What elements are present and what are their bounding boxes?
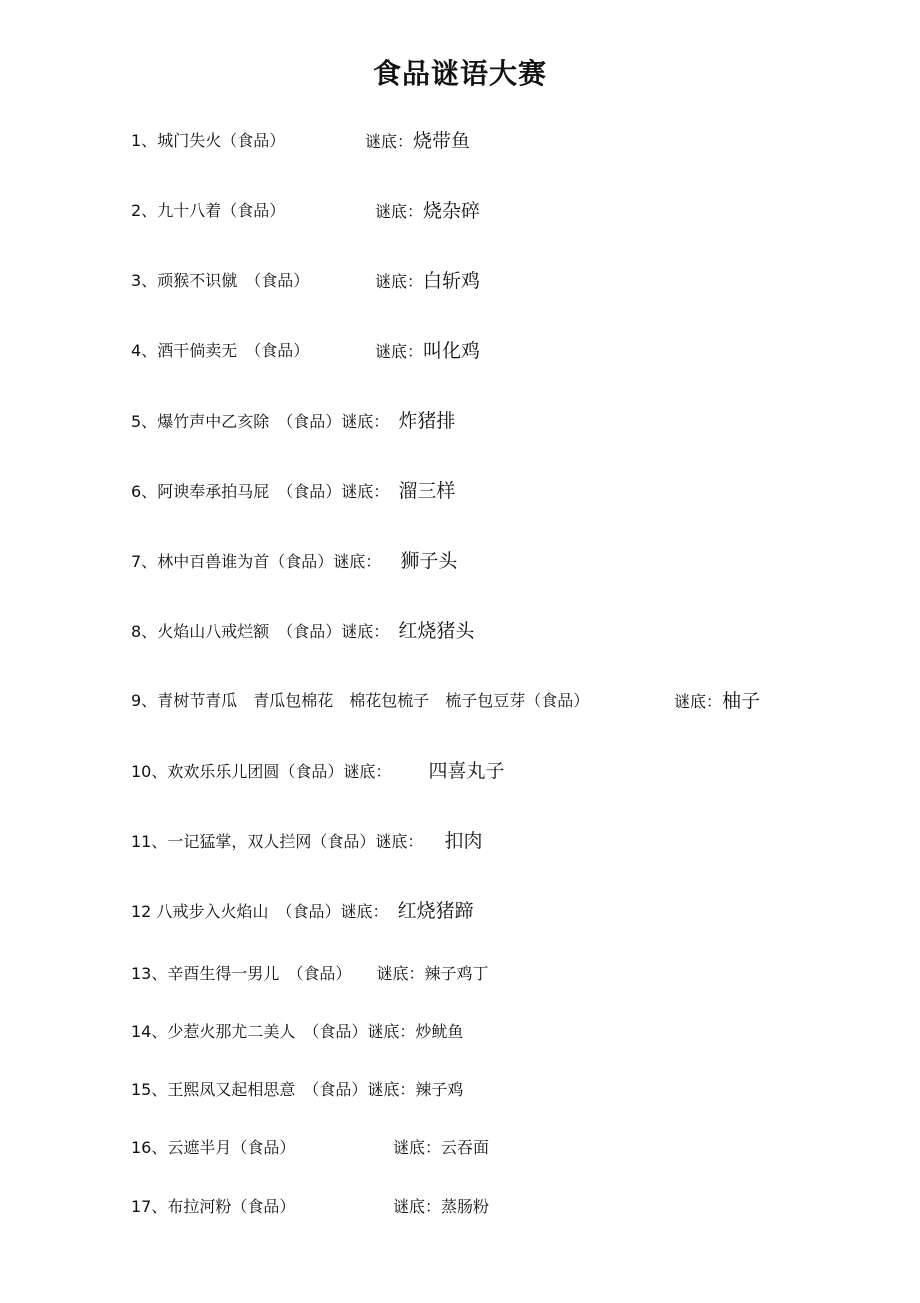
riddle-number: 17、 [131,1197,168,1216]
riddle-answer: 红烧猪蹄 [397,900,474,922]
answer-label: 谜底： [393,1138,442,1157]
answer-label: 谜底： [365,132,414,151]
riddle-item [131,130,471,152]
answer-label: 谜底： [367,1080,416,1099]
riddle-item [131,963,489,985]
riddle-item [131,620,474,643]
riddle-item [131,340,481,362]
riddle-number: 7、 [131,552,158,571]
riddle-item [131,900,474,923]
riddle-answer: 红烧猪头 [398,620,475,642]
riddle-text: 一记猛掌，双人拦网（食品） [167,832,376,851]
riddle-answer: 溜三样 [398,480,456,502]
answer-label: 谜底： [375,272,424,291]
riddle-answer: 辣子鸡 [415,1080,464,1099]
riddle-item [131,1137,490,1159]
answer-label: 谜底： [674,692,723,711]
riddle-answer: 烧带鱼 [413,130,471,152]
riddle-answer: 扣肉 [444,830,483,852]
riddle-number: 1、 [131,131,158,150]
answer-label: 谜底： [341,622,390,641]
riddle-text: 云遮半月（食品） [167,1138,296,1157]
answer-label: 谜底： [367,1022,416,1041]
riddle-number: 5、 [131,412,158,431]
riddle-text: 青树节青瓜 青瓜包棉花 棉花包梳子 梳子包豆芽（食品） [157,691,590,710]
riddle-item [131,1021,463,1043]
riddle-number: 3、 [131,271,158,290]
riddle-item [131,690,761,712]
answer-label: 谜底： [375,202,424,221]
riddle-number: 9、 [131,691,158,710]
riddle-text: 火焰山八戒烂额 （食品） [157,622,342,641]
riddle-number: 8、 [131,622,158,641]
riddle-text: 阿谀奉承拍马屁 （食品） [157,482,342,501]
riddle-item [131,1196,490,1218]
riddle-item [131,200,481,222]
riddle-text: 九十八着（食品） [157,201,286,220]
riddle-number: 6、 [131,482,158,501]
riddle-answer: 狮子头 [400,550,458,572]
answer-label: 谜底： [341,482,390,501]
riddle-text: 城门失火（食品） [157,131,286,150]
riddle-answer: 柚子 [722,690,761,712]
riddle-text: 林中百兽谁为首（食品） [157,552,334,571]
riddle-item [131,830,483,853]
riddle-answer: 四喜丸子 [428,760,505,782]
riddle-text: 布拉河粉（食品） [167,1197,296,1216]
riddle-answer: 炸猪排 [398,410,456,432]
riddle-number: 15、 [131,1080,168,1099]
answer-label: 谜底： [341,412,390,431]
riddle-item [131,480,455,503]
riddle-answer: 叫化鸡 [423,340,481,362]
riddle-item [131,550,457,573]
riddle-item [131,410,455,433]
answer-label: 谜底： [340,902,389,921]
riddle-number: 14、 [131,1022,168,1041]
riddle-text: 酒干倘卖无 （食品） [157,341,310,360]
riddle-item [131,1079,463,1101]
riddle-text: 顽猴不识僦 （食品） [157,271,310,290]
riddle-number: 11、 [131,832,168,851]
riddle-text: 八戒步入火焰山 （食品） [156,902,341,921]
riddle-answer: 蒸肠粉 [441,1197,490,1216]
riddle-answer: 炒鱿鱼 [415,1022,464,1041]
riddle-item [131,270,481,292]
riddle-answer: 云吞面 [441,1138,490,1157]
answer-label: 谜底： [333,552,382,571]
riddle-text: 爆竹声中乙亥除 （食品） [157,412,342,431]
riddle-number: 2、 [131,201,158,220]
page-title: 食品谜语大赛 [372,57,547,90]
riddle-number: 10、 [131,762,168,781]
riddle-text: 辛酉生得一男儿 （食品） [167,964,352,983]
riddle-answer: 辣子鸡丁 [424,964,489,983]
riddle-item [131,760,505,783]
riddle-number: 16、 [131,1138,168,1157]
riddle-number: 13、 [131,964,168,983]
answer-label: 谜底： [376,964,425,983]
riddle-text: 少惹火那尤二美人 （食品） [167,1022,368,1041]
answer-label: 谜底： [393,1197,442,1216]
riddle-answer: 白斩鸡 [423,270,481,292]
riddle-number: 12 [131,902,152,921]
answer-label: 谜底： [375,342,424,361]
riddle-text: 王熙凤又起相思意 （食品） [167,1080,368,1099]
riddle-number: 4、 [131,341,158,360]
riddle-answer: 烧杂碎 [423,200,481,222]
riddle-text: 欢欢乐乐儿团圆（食品） [167,762,344,781]
answer-label: 谜底： [375,832,424,851]
answer-label: 谜底： [343,762,392,781]
